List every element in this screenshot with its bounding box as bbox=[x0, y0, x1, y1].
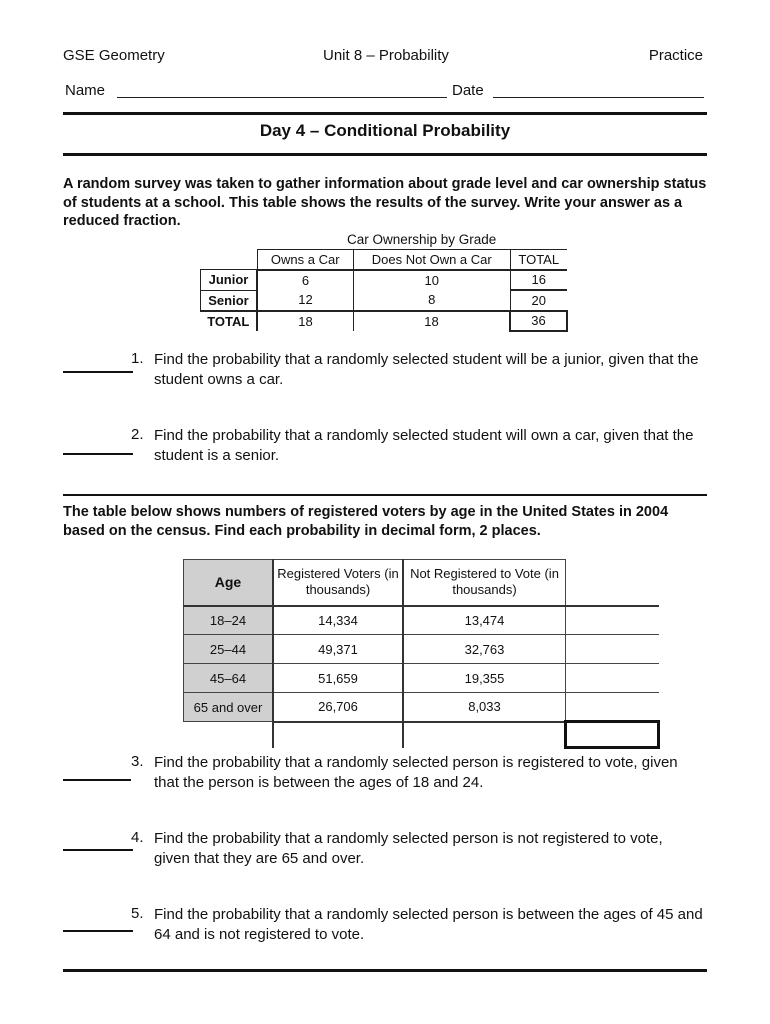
table-cell: 32,763 bbox=[403, 635, 566, 664]
voter-table bbox=[183, 559, 660, 749]
top-rule bbox=[63, 112, 707, 115]
table-cell: 6 bbox=[257, 270, 354, 291]
question-number: 2. bbox=[131, 426, 144, 443]
course-label: GSE Geometry bbox=[63, 47, 165, 64]
page-title: Day 4 – Conditional Probability bbox=[259, 121, 511, 140]
name-field[interactable] bbox=[117, 97, 447, 98]
answer-blank-2[interactable] bbox=[63, 453, 133, 455]
section1-intro: A random survey was taken to gather information about grade level and car ownership status of students at a school. This table shows the results of the survey. Write your answer as a reduced fraction. bbox=[63, 176, 707, 229]
row-label: 25–44 bbox=[184, 635, 274, 664]
col-header: Owns a Car bbox=[257, 250, 354, 270]
table-cell: 18 bbox=[354, 311, 511, 332]
table-cell: 49,371 bbox=[273, 635, 403, 664]
name-label: Name bbox=[65, 82, 106, 99]
table-cell: 19,355 bbox=[403, 664, 566, 693]
table1-caption: Car Ownership by Grade bbox=[347, 232, 497, 247]
section-divider bbox=[63, 494, 707, 496]
col-header: Age bbox=[184, 560, 274, 606]
question-text: Find the probability that a randomly selected person is between the ages of 45 and 64 and is not registered to vote. bbox=[154, 906, 703, 943]
table-cell: 18 bbox=[257, 311, 354, 332]
col-header: Does Not Own a Car bbox=[354, 250, 511, 270]
answer-blank-1[interactable] bbox=[63, 371, 133, 373]
table-cell: 12 bbox=[257, 290, 354, 311]
row-label: TOTAL bbox=[201, 311, 258, 332]
row-label: 18–24 bbox=[184, 606, 274, 635]
table-cell: 51,659 bbox=[273, 664, 403, 693]
practice-label: Practice bbox=[648, 47, 703, 64]
table-cell: 8 bbox=[354, 290, 511, 311]
bottom-rule bbox=[63, 969, 707, 972]
section2-intro: The table below shows numbers of registered voters by age in the United States in 2004 based on the census. Find each probability in decimal form, 2 places. bbox=[63, 504, 669, 539]
title-rule bbox=[63, 153, 707, 156]
question-number: 5. bbox=[131, 905, 144, 922]
answer-blank-4[interactable] bbox=[63, 849, 133, 851]
table-cell: 26,706 bbox=[273, 693, 403, 722]
col-header: Not Registered to Vote (in thousands) bbox=[403, 560, 566, 606]
question-text: Find the probability that a randomly selected student will be a junior, given that the student owns a car. bbox=[154, 351, 699, 388]
row-label: 65 and over bbox=[184, 693, 274, 722]
table-cell: 16 bbox=[510, 270, 567, 291]
table-cell: 10 bbox=[354, 270, 511, 291]
table-cell: 36 bbox=[510, 311, 567, 332]
question-text: Find the probability that a randomly selected student will own a car, given that the student is a senior. bbox=[154, 427, 694, 464]
unit-label: Unit 8 – Probability bbox=[323, 47, 449, 64]
table-cell: 13,474 bbox=[403, 606, 566, 635]
row-label: Junior bbox=[201, 270, 258, 291]
question-number: 1. bbox=[131, 350, 144, 367]
question-number: 4. bbox=[131, 829, 144, 846]
date-label: Date bbox=[452, 82, 484, 99]
table-cell: 20 bbox=[510, 290, 567, 311]
col-header: TOTAL bbox=[510, 250, 567, 270]
car-ownership-table bbox=[200, 249, 568, 332]
col-header: Registered Voters (in thousands) bbox=[273, 560, 403, 606]
row-label: 45–64 bbox=[184, 664, 274, 693]
date-field[interactable] bbox=[493, 97, 704, 98]
answer-blank-5[interactable] bbox=[63, 930, 133, 932]
table-cell: 14,334 bbox=[273, 606, 403, 635]
answer-blank-3[interactable] bbox=[63, 779, 131, 781]
row-label: Senior bbox=[201, 290, 258, 311]
question-text: Find the probability that a randomly selected person is registered to vote, given that the person is between the ages of 18 and 24. bbox=[154, 754, 678, 791]
question-text: Find the probability that a randomly selected person is not registered to vote, given that they are 65 and over. bbox=[154, 830, 663, 867]
table-cell: 8,033 bbox=[403, 693, 566, 722]
question-number: 3. bbox=[131, 753, 144, 770]
